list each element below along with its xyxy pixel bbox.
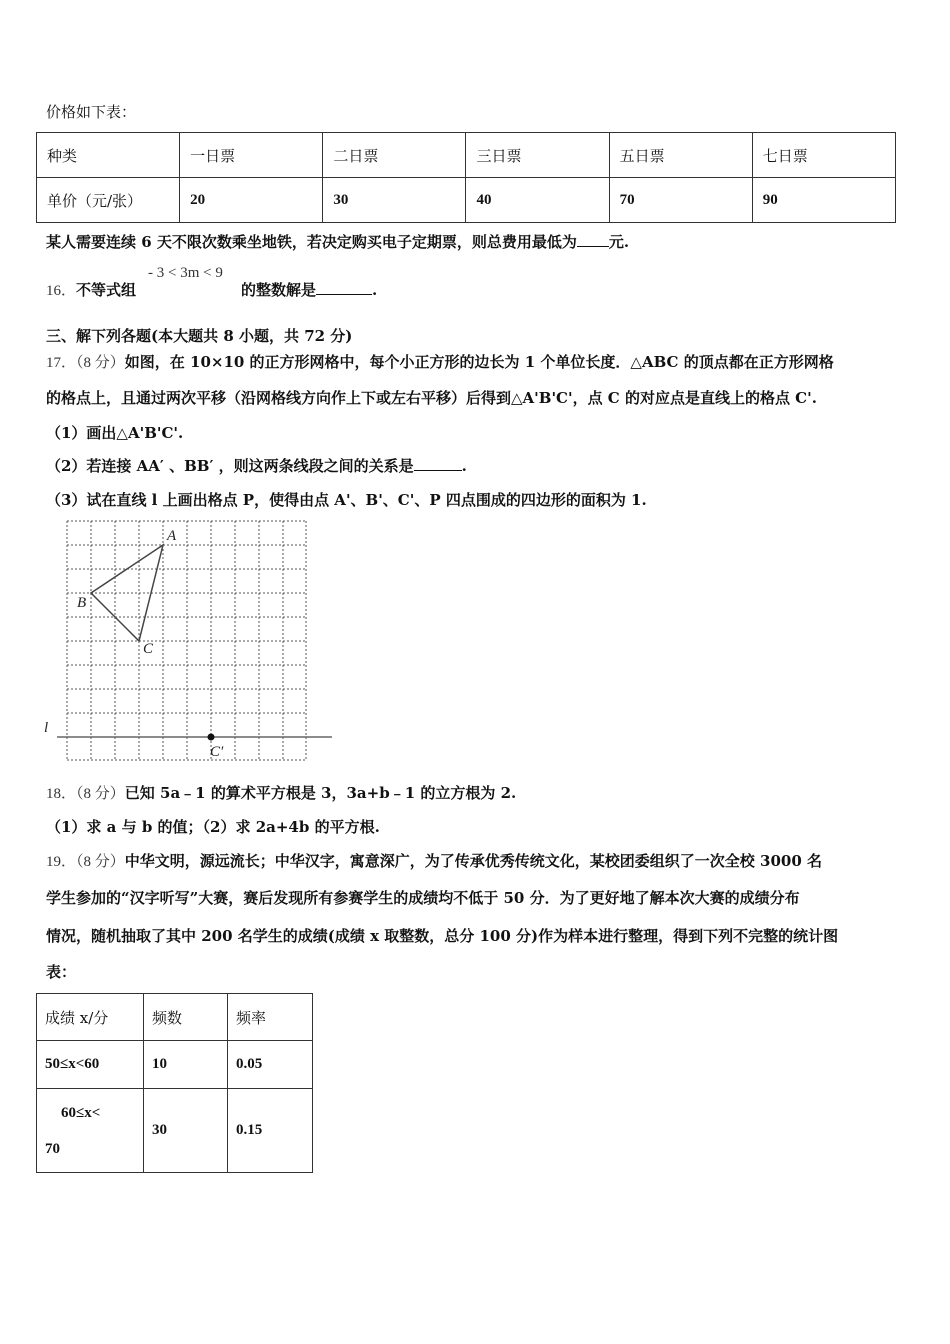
price-cell: 70: [609, 178, 752, 223]
q15-text: 某人需要连续 6 天不限次数乘坐地铁，若决定购买电子定期票，则总费用最低为: [46, 233, 577, 251]
question-number: 17．: [46, 355, 77, 371]
score-rate-cell: 0.05: [228, 1041, 313, 1089]
grid-lines: [67, 521, 306, 760]
question-score: （8 分）: [76, 854, 125, 870]
price-intro: 价格如下表：: [46, 103, 137, 121]
price-header-cell: 七日票: [752, 133, 895, 178]
score-table-row: [37, 1089, 313, 1173]
price-table-row: [37, 178, 896, 223]
score-freq-cell: 10: [144, 1041, 228, 1089]
answer-blank: [316, 280, 372, 295]
label-c: C: [143, 641, 154, 657]
score-rate-cell: 0.15: [228, 1089, 313, 1173]
price-row-label: 单价（元/张）: [37, 178, 180, 223]
question-number: 18．: [46, 786, 77, 802]
label-c-prime: C′: [210, 744, 224, 760]
q15-unit: 元.: [608, 233, 630, 251]
grid-figure: [40, 515, 340, 765]
q18-line2: （1）求 a 与 b 的值；（2）求 2a+4b 的平方根.: [46, 818, 380, 836]
q19-line2: 学生参加的“汉字听写”大赛，赛后发现所有参赛学生的成绩均不低于 50 分．为了更好地了解本次大赛的成绩分布: [46, 889, 800, 907]
q16-text: 不等式组: [76, 281, 137, 299]
answer-blank: [414, 456, 462, 471]
score-table-row: [37, 1041, 313, 1089]
q19-line4: 表：: [46, 963, 77, 981]
q17-part2-end: .: [461, 457, 467, 475]
score-header-cell: 成绩 x/分: [37, 994, 144, 1041]
inequality-formula: - 3 < 3m < 9: [148, 265, 223, 281]
question-score: （8 分）: [76, 786, 125, 802]
answer-blank: [577, 232, 609, 247]
q18-line1: [46, 783, 516, 804]
score-range-cell: 50≤x<60: [37, 1041, 144, 1089]
price-cell: 30: [323, 178, 466, 223]
label-line-l: l: [44, 720, 49, 736]
q17-line1: [46, 352, 834, 373]
q15-question: [46, 232, 629, 252]
q17-part2-text: （2）若连接 AA′ 、BB′ ，则这两条线段之间的关系是: [46, 457, 414, 475]
score-header-cell: 频数: [144, 994, 228, 1041]
price-table-header-row: [37, 133, 896, 178]
question-number: 19．: [46, 854, 77, 870]
price-cell: 20: [180, 178, 323, 223]
score-header-cell: 频率: [228, 994, 313, 1041]
price-header-cell: 种类: [37, 133, 180, 178]
score-freq-cell: 30: [144, 1089, 228, 1173]
price-header-cell: 五日票: [609, 133, 752, 178]
q16-end: .: [372, 281, 378, 299]
q17-text: 如图，在 10×10 的正方形网格中，每个小正方形的边长为 1 个单位长度．△ABC 的顶点都在正方形网格: [124, 353, 834, 371]
label-b: B: [77, 595, 87, 611]
section-title: 三、解下列各题(本大题共 8 小题，共 72 分): [46, 327, 353, 345]
q16-text-after: 的整数解是: [241, 281, 317, 299]
q17-part2: [46, 456, 467, 476]
q17-part3: （3）试在直线 l 上画出格点 P，使得由点 A'、B'、C'、P 四点围成的四边形的面积为 1.: [46, 491, 647, 509]
price-cell: 90: [752, 178, 895, 223]
price-table: [36, 132, 896, 223]
question-score: （8 分）: [76, 355, 125, 371]
score-range-part: 60≤x<: [61, 1104, 101, 1121]
score-range-cell: [37, 1089, 144, 1173]
q17-line2: 的格点上，且通过两次平移（沿网格线方向作上下或左右平移）后得到△A'B'C'，点 C 的对应点是直线上的格点 C'.: [46, 389, 817, 407]
price-cell: 40: [466, 178, 609, 223]
score-table: [36, 993, 313, 1173]
price-header-cell: 一日票: [180, 133, 323, 178]
q18-text: 已知 5a﹣1 的算术平方根是 3，3a+b﹣1 的立方根为 2.: [124, 784, 517, 802]
q19-text: 中华文明，源远流长；中华汉字，寓意深广，为了传承优秀传统文化，某校团委组织了一次全校 3000 名: [124, 852, 822, 870]
score-table-header-row: [37, 994, 313, 1041]
point-c-prime: [208, 734, 215, 741]
price-header-cell: 三日票: [466, 133, 609, 178]
q16-question: [46, 280, 136, 301]
question-number: 16．: [46, 283, 77, 299]
label-a: A: [167, 528, 177, 544]
score-range-part: 70: [45, 1140, 60, 1157]
q19-line1: [46, 851, 822, 872]
price-header-cell: 二日票: [323, 133, 466, 178]
q19-line3: 情况，随机抽取了其中 200 名学生的成绩(成绩 x 取整数，总分 100 分)作为样本进行整理，得到下列不完整的统计图: [46, 927, 839, 945]
q16-tail: [241, 280, 377, 300]
q17-part1: （1）画出△A'B'C'.: [46, 424, 184, 442]
